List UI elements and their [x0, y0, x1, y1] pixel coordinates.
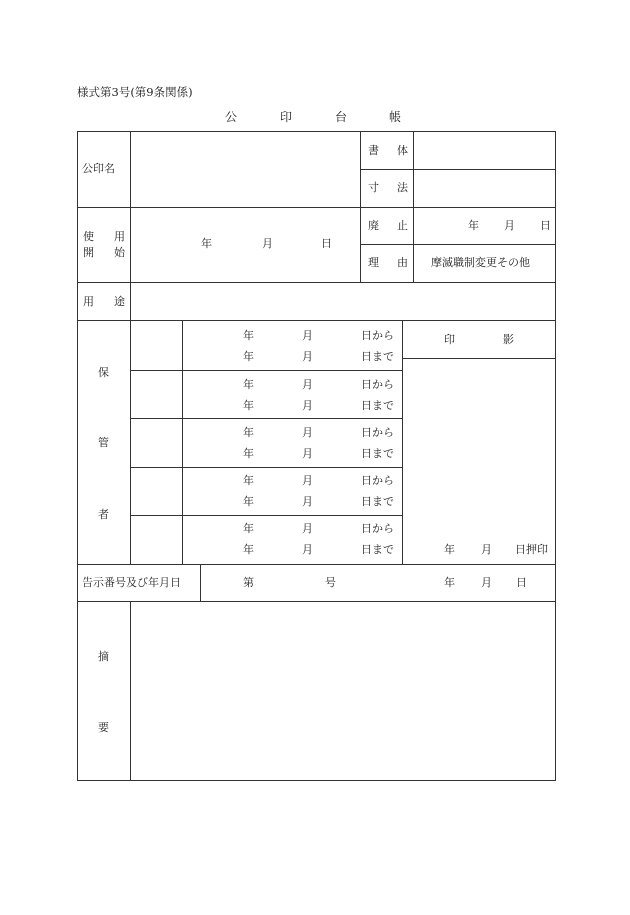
abolish-date-day: 日	[540, 219, 551, 232]
notice-number-prefix: 第	[243, 576, 254, 589]
column-divider	[360, 131, 361, 282]
dimensions-label: 寸	[368, 181, 379, 194]
cell-divider	[360, 244, 556, 245]
title-char: 帳	[389, 110, 402, 124]
dimensions-label: 法	[397, 181, 408, 194]
from-month: 月	[302, 329, 313, 342]
until-year: 年	[243, 495, 254, 508]
start-use-label: 開	[83, 246, 94, 259]
until-day: 日まで	[361, 543, 394, 556]
title-char: 公	[225, 110, 238, 124]
typeface-label: 体	[397, 144, 408, 157]
until-year: 年	[243, 447, 254, 460]
row-divider	[77, 207, 556, 208]
notice-number-suffix: 号	[325, 576, 336, 589]
custodian-row-divider	[130, 467, 402, 468]
start-use-date-year: 年	[201, 237, 212, 250]
start-use-label: 使	[83, 230, 94, 243]
reason-label: 理	[368, 256, 379, 269]
custodian-label: 管	[98, 436, 109, 449]
stamp-date-month: 月	[481, 543, 492, 556]
from-day: 日から	[361, 474, 394, 487]
stamp-date-day: 日押印	[515, 543, 548, 556]
purpose-label: 用	[83, 295, 94, 308]
until-day: 日まで	[361, 495, 394, 508]
title-char: 印	[280, 110, 293, 124]
start-use-date-month: 月	[262, 237, 273, 250]
until-month: 月	[302, 447, 313, 460]
outer-border-top	[77, 131, 556, 132]
until-year: 年	[243, 543, 254, 556]
from-year: 年	[243, 474, 254, 487]
outer-border-right	[555, 131, 556, 781]
custodian-row-divider	[130, 515, 402, 516]
from-year: 年	[243, 329, 254, 342]
from-year: 年	[243, 378, 254, 391]
reason-value: 摩滅職制変更その他	[431, 256, 530, 269]
custodian-label: 保	[98, 366, 109, 379]
notice-date-year: 年	[444, 576, 455, 589]
title-char: 台	[335, 110, 348, 124]
column-divider	[413, 131, 414, 282]
until-month: 月	[302, 350, 313, 363]
imprint-label: 印	[444, 333, 455, 346]
reason-label: 由	[397, 256, 408, 269]
notice-date-month: 月	[481, 576, 492, 589]
custodian-row-divider	[130, 418, 402, 419]
label-column-divider	[130, 131, 131, 564]
from-month: 月	[302, 426, 313, 439]
imprint-label: 影	[503, 333, 514, 346]
custodian-label: 者	[98, 508, 109, 521]
column-divider	[200, 564, 201, 601]
notice-date-day: 日	[516, 576, 527, 589]
from-day: 日から	[361, 522, 394, 535]
from-day: 日から	[361, 329, 394, 342]
until-month: 月	[302, 399, 313, 412]
row-divider	[77, 601, 556, 602]
until-day: 日まで	[361, 447, 394, 460]
outer-border-left	[77, 131, 78, 781]
start-use-date-day: 日	[321, 237, 332, 250]
column-divider	[182, 320, 183, 564]
from-year: 年	[243, 426, 254, 439]
summary-label: 摘	[98, 650, 109, 663]
purpose-label: 途	[114, 295, 125, 308]
abolish-date-month: 月	[504, 219, 515, 232]
row-divider	[77, 564, 556, 565]
row-divider	[77, 282, 556, 283]
abolish-date-year: 年	[468, 219, 479, 232]
abolish-label: 廃	[368, 219, 379, 232]
until-year: 年	[243, 399, 254, 412]
from-day: 日から	[361, 426, 394, 439]
from-month: 月	[302, 474, 313, 487]
until-month: 月	[302, 543, 313, 556]
cell-divider	[360, 169, 556, 170]
from-day: 日から	[361, 378, 394, 391]
start-use-label: 始	[114, 246, 125, 259]
until-year: 年	[243, 350, 254, 363]
row-divider	[77, 320, 556, 321]
cell-divider	[402, 358, 556, 359]
abolish-label: 止	[397, 219, 408, 232]
from-year: 年	[243, 522, 254, 535]
column-divider	[402, 320, 403, 564]
summary-label: 要	[98, 721, 109, 734]
start-use-label: 用	[114, 230, 125, 243]
until-day: 日まで	[361, 350, 394, 363]
notice-label: 告示番号及び年月日	[82, 576, 181, 589]
until-month: 月	[302, 495, 313, 508]
seal-name-label: 公印名	[82, 162, 115, 175]
stamp-date-year: 年	[444, 543, 455, 556]
from-month: 月	[302, 522, 313, 535]
until-day: 日まで	[361, 399, 394, 412]
typeface-label: 書	[368, 144, 379, 157]
custodian-row-divider	[130, 370, 402, 371]
label-column-divider	[130, 601, 131, 781]
from-month: 月	[302, 378, 313, 391]
form-number-label: 様式第3号(第9条関係)	[77, 85, 193, 99]
outer-border-bottom	[77, 780, 556, 781]
